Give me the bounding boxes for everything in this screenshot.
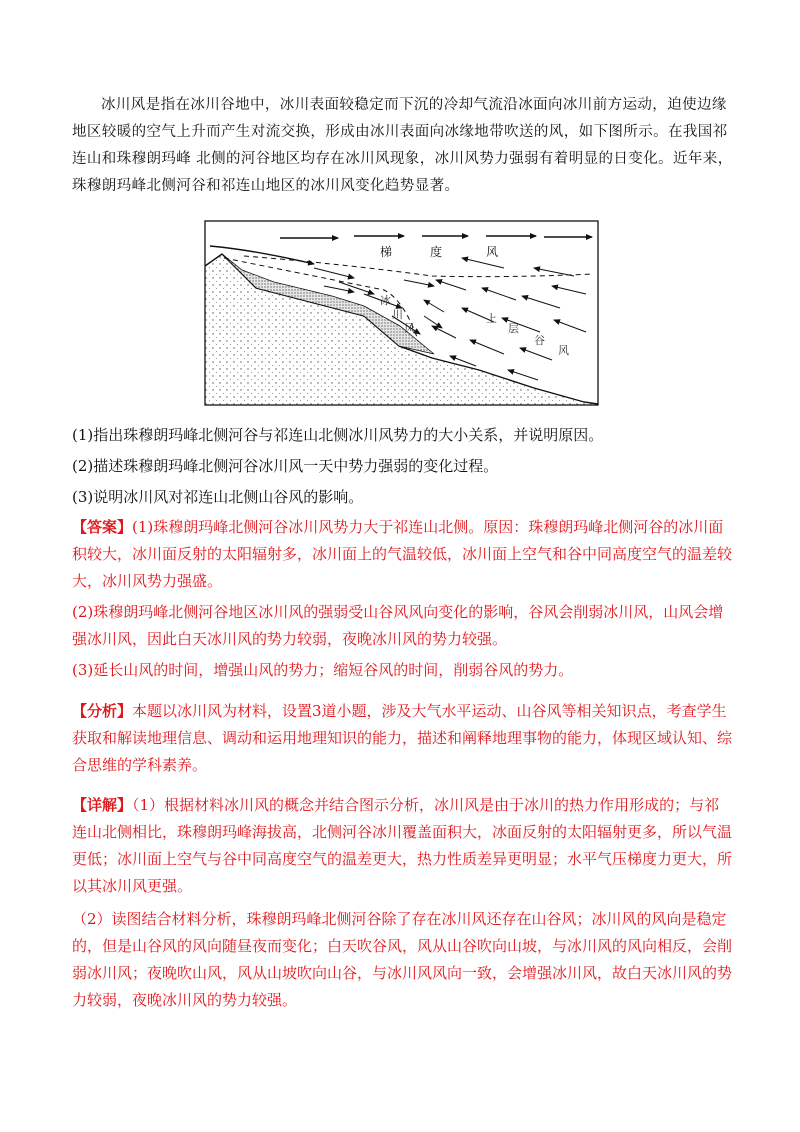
- label-glacier-2: 川: [392, 309, 403, 321]
- glacier-wind-diagram: [204, 220, 600, 408]
- analysis-block: [72, 698, 732, 779]
- diagram-svg: [204, 220, 600, 408]
- answer-2: (2)珠穆朗玛峰北侧河谷地区冰川风的强弱受山谷风风向变化的影响，谷风会削弱冰川风，山风会增强冰川风，因此白天冰川风的势力较弱，夜晚冰川风的势力较强。: [72, 603, 724, 648]
- answer-3: (3)延长山风的时间，增强山风的势力；缩短谷风的时间，削弱谷风的势力。: [72, 661, 574, 679]
- detail-block: [72, 792, 732, 1014]
- answer-1-text: (1)珠穆朗玛峰北侧河谷冰川风势力大于祁连山北侧。原因：珠穆朗玛峰北侧河谷的冰川面积较大，冰川面反射的太阳辐射多，冰川面上的气温较低，冰川面上空气和谷中同高度空气的温差较大，冰川风势力强盛。: [72, 518, 733, 590]
- label-glacier-3: 风: [404, 323, 415, 335]
- answer-1: [72, 514, 732, 595]
- analysis-paragraph: [72, 698, 732, 779]
- answer-tag: 【答案】: [72, 518, 133, 536]
- intro-paragraph: 冰川风是指在冰川谷地中，冰川表面较稳定而下沉的冷却气流沿冰面向冰川前方运动，迫使边缘地区较暖的空气上升而产生对流交换，形成由冰川表面向冰缘地带吹送的风，如下图所示。在我国祁连山和珠穆朗玛峰 北侧的河谷地区均存在冰川风现象，冰川风势力强弱有着明显的日变化。近年来，珠穆朗玛峰北侧河谷和祁连山地区的冰川风变化趋势显著。: [72, 97, 733, 194]
- label-upper-4: 风: [558, 345, 569, 357]
- question-1: (1)指出珠穆朗玛峰北侧河谷与祁连山北侧冰川风势力的大小关系，并说明原因。: [72, 426, 604, 444]
- detail-paragraph-2: （2）读图结合材料分析，珠穆朗玛峰北侧河谷除了存在冰川风还存在山谷风；冰川风的风向是稳定的，但是山谷风的风向随昼夜而变化；白天吹谷风，风从山谷吹向山坡，与冰川风的风向相反，会削弱冰川风；夜晚吹山风，风从山坡吹向山谷，与冰川风风向一致，会增强冰川风，故白天冰川风的势力较弱，夜晚冰川风的势力较强。: [72, 910, 733, 1009]
- label-glacier-1: 冰: [380, 295, 391, 307]
- detail-tag: 【详解】: [72, 796, 133, 814]
- label-upper-3: 谷: [534, 335, 545, 347]
- question-3: (3)说明冰川风对祁连山北侧山谷风的影响。: [72, 488, 364, 506]
- label-gradient-3: 风: [486, 245, 499, 259]
- detail-paragraph-1: [72, 792, 732, 900]
- question-2: (2)描述珠穆朗玛峰北侧河谷冰川风一天中势力强弱的变化过程。: [72, 457, 499, 475]
- answer-block: [72, 514, 732, 684]
- analysis-tag: 【分析】: [72, 702, 133, 720]
- label-gradient-1: 梯: [380, 245, 393, 259]
- label-gradient-2: 度: [430, 245, 443, 259]
- analysis-text: 本题以冰川风为材料，设置3道小题，涉及大气水平运动、山谷风等相关知识点，考查学生获取和解读地理信息、调动和运用地理知识的能力，描述和阐释地理事物的能力，体现区域认知、综合思维的学科素养。: [72, 702, 733, 774]
- label-upper-2: 层: [508, 323, 519, 335]
- detail-p1-text: （1）根据材料冰川风的概念并结合图示分析，冰川风是由于冰川的热力作用形成的；与祁连山北侧相比，珠穆朗玛峰海拔高，北侧河谷冰川覆盖面积大，冰面反射的太阳辐射更多，所以气温更低；冰川面上空气与谷中同高度空气的温差更大，热力性质差异更明显；水平气压梯度力更大，所以其冰川风更强。: [72, 796, 733, 895]
- label-upper-1: 上: [486, 313, 497, 325]
